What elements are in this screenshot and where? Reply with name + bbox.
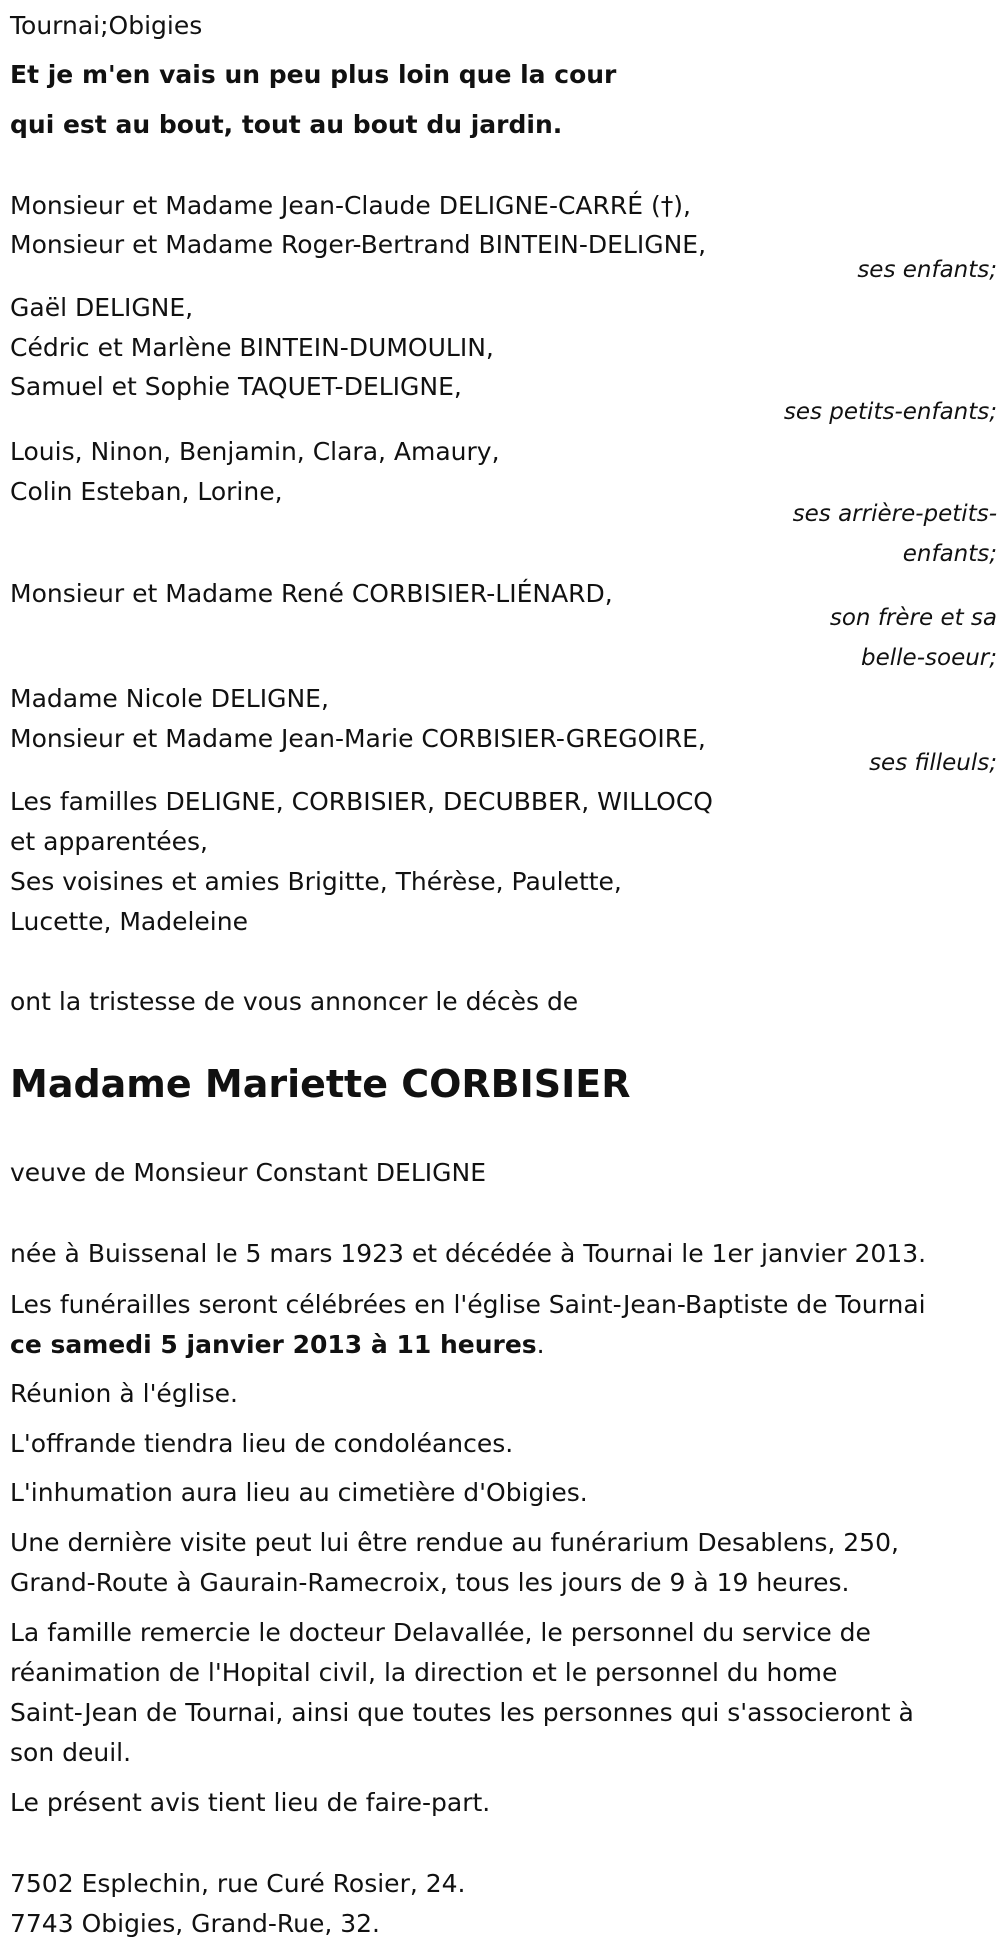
relation-label: enfants;: [902, 541, 997, 567]
relation-label: belle-soeur;: [861, 645, 997, 671]
family-line: Monsieur et Madame Jean-Claude DELIGNE-CARRÉ (†),: [10, 191, 691, 220]
family-line: Colin Esteban, Lorine,: [10, 477, 283, 506]
burial-text: L'inhumation aura lieu au cimetière d'Obigies.: [10, 1478, 588, 1507]
relation-label: ses petits-enfants;: [783, 399, 997, 425]
funeral-date-suffix: .: [536, 1330, 545, 1359]
family-line: Madame Nicole DELIGNE,: [10, 684, 329, 713]
family-line: Ses voisines et amies Brigitte, Thérèse, Paulette,: [10, 867, 622, 896]
quote-line-1: Et je m'en vais un peu plus loin que la cour: [10, 60, 617, 89]
thanks-text: Saint-Jean de Tournai, ainsi que toutes les personnes qui s'associeront à: [10, 1698, 914, 1727]
thanks-text: réanimation de l'Hopital civil, la direction et le personnel du home: [10, 1658, 838, 1687]
offering-text: L'offrande tiendra lieu de condoléances.: [10, 1429, 514, 1458]
meeting-text: Réunion à l'église.: [10, 1379, 238, 1408]
family-line: Cédric et Marlène BINTEIN-DUMOULIN,: [10, 333, 494, 362]
funeral-text: Les funérailles seront célébrées en l'église Saint-Jean-Baptiste de Tournai: [10, 1290, 926, 1319]
notice-text: Le présent avis tient lieu de faire-part.: [10, 1788, 491, 1817]
relation-label: ses filleuls;: [869, 750, 997, 776]
deceased-name: Madame Mariette CORBISIER: [10, 1062, 631, 1106]
family-line: Samuel et Sophie TAQUET-DELIGNE,: [10, 372, 462, 401]
family-line: Gaël DELIGNE,: [10, 293, 194, 322]
birth-death-text: née à Buissenal le 5 mars 1923 et décédée à Tournai le 1er janvier 2013.: [10, 1239, 927, 1268]
thanks-text: son deuil.: [10, 1738, 132, 1767]
funeral-date: [10, 1325, 545, 1365]
family-line: Monsieur et Madame Jean-Marie CORBISIER-GREGOIRE,: [10, 724, 706, 753]
funeral-date-bold: ce samedi 5 janvier 2013 à 11 heures: [10, 1330, 537, 1359]
visit-text: Grand-Route à Gaurain-Ramecroix, tous les jours de 9 à 19 heures.: [10, 1568, 850, 1597]
family-line: Louis, Ninon, Benjamin, Clara, Amaury,: [10, 437, 500, 466]
family-line: Monsieur et Madame René CORBISIER-LIÉNARD,: [10, 579, 613, 608]
relation-label: son frère et sa: [829, 605, 997, 631]
address-line: 7502 Esplechin, rue Curé Rosier, 24.: [10, 1869, 466, 1898]
relation-label: ses enfants;: [857, 257, 997, 283]
visit-text: Une dernière visite peut lui être rendue au funérarium Desablens, 250,: [10, 1528, 899, 1557]
thanks-text: La famille remercie le docteur Delavallée, le personnel du service de: [10, 1618, 871, 1647]
relation-label: ses arrière-petits-: [792, 501, 997, 527]
family-line: et apparentées,: [10, 827, 208, 856]
quote-line-2: qui est au bout, tout au bout du jardin.: [10, 110, 563, 139]
location-heading: Tournai;Obigies: [10, 11, 203, 40]
family-line: Monsieur et Madame Roger-Bertrand BINTEIN-DELIGNE,: [10, 230, 707, 259]
family-line: Les familles DELIGNE, CORBISIER, DECUBBER, WILLOCQ: [10, 787, 713, 816]
announcement-text: ont la tristesse de vous annoncer le décès de: [10, 987, 579, 1016]
widow-of-text: veuve de Monsieur Constant DELIGNE: [10, 1158, 487, 1187]
address-line: 7743 Obigies, Grand-Rue, 32.: [10, 1909, 381, 1938]
family-line: Lucette, Madeleine: [10, 907, 248, 936]
